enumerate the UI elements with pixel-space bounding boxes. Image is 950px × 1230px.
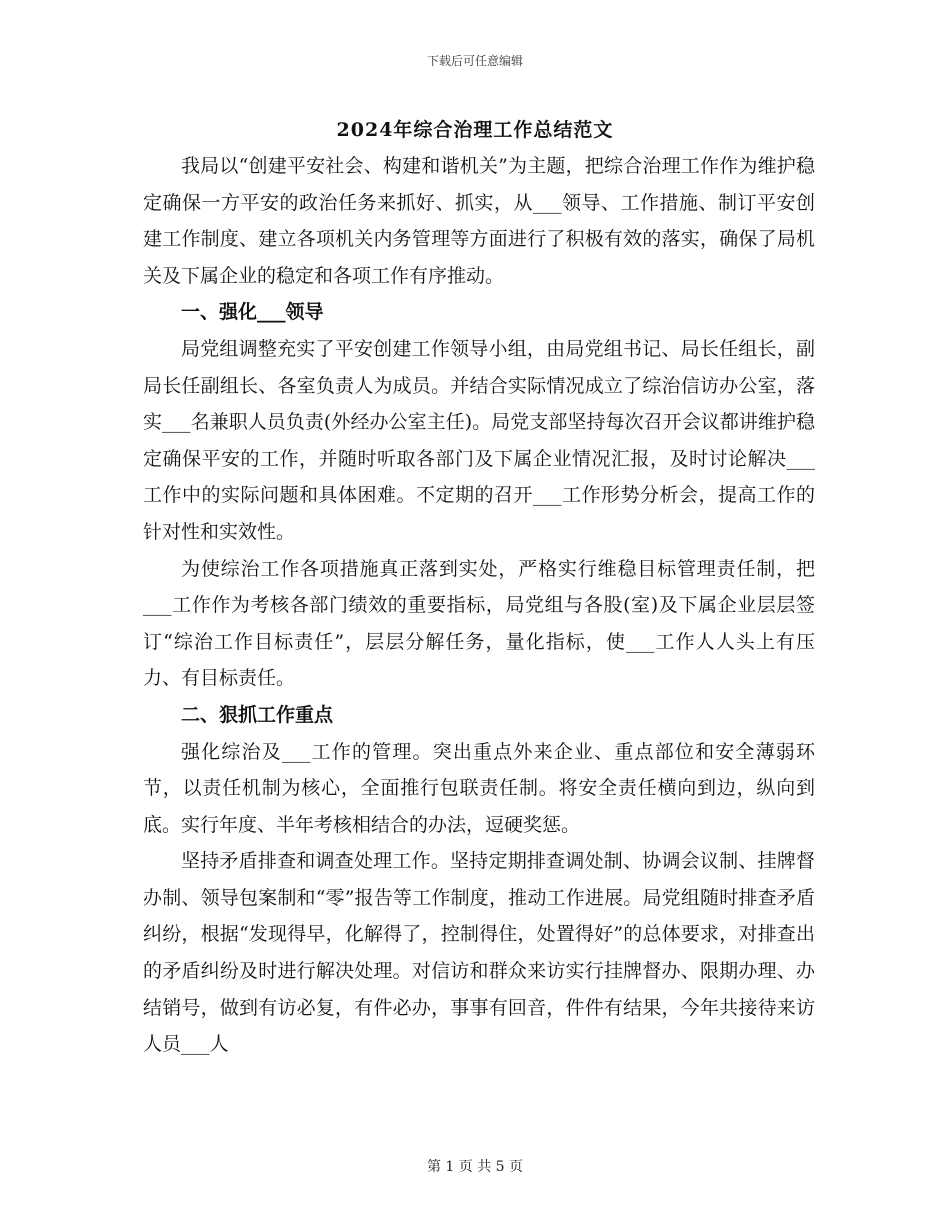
section-heading-1: 一、强化___领导 (181, 301, 324, 324)
section1-paragraph-1: 局党组调整充实了平安创建工作领导小组，由局党组书记、局长任组长，副局长任副组长、各室负责人为成员。并结合实际情况成立了综治信访办公室，落实___名兼职人员负责(外经办公室主任)。局党支部坚持每次召开会议都讲维护稳定确保平安的工作，并随时听取各部门及下属企业情况汇报，及时讨论解决___工作中的实际问题和具体困难。不定期的召开___工作形势分析会，提高工作的针对性和实效性。 (143, 337, 815, 543)
page-footer: 第 1 页 共 5 页 (426, 1159, 524, 1175)
intro-paragraph: 我局以“创建平安社会、构建和谐机关”为主题，把综合治理工作作为维护稳定确保一方平安的政治任务来抓好、抓实，从___领导、工作措施、制订平安创建工作制度、建立各项机关内务管理等方面进行了积极有效的落实，确保了局机关及下属企业的稳定和各项工作有序推动。 (143, 155, 815, 287)
section1-paragraph-2: 为使综治工作各项措施真正落到实处，严格实行维稳目标管理责任制，把___工作作为考核各部门绩效的重要指标，局党组与各股(室)及下属企业层层签订“综治工作目标责任”，层层分解任务，量化指标，使___工作人人头上有压力、有目标责任。 (143, 557, 815, 690)
document-body (143, 148, 815, 1063)
section2-paragraph-1: 强化综治及___工作的管理。突出重点外来企业、重点部位和安全薄弱环节，以责任机制为核心，全面推行包联责任制。将安全责任横向到边，纵向到底。实行年度、半年考核相结合的办法，逗硬奖惩。 (143, 740, 815, 836)
section-heading-2: 二、狠抓工作重点 (181, 703, 334, 726)
document-title: 2024年综合治理工作总结范文 (336, 119, 614, 141)
section2-paragraph-2: 坚持矛盾排查和调查处理工作。坚持定期排查调处制、协调会议制、挂牌督办制、领导包案制和“零”报告等工作制度，推动工作进展。局党组随时排查矛盾纠纷，根据“发现得早，化解得了，控制得住，处置得好”的总体要求，对排查出的矛盾纠纷及时进行解决处理。对信访和群众来访实行挂牌督办、限期办理、办结销号，做到有访必复，有件必办，事事有回音，件件有结果，今年共接待来访人员___人 (143, 850, 815, 1056)
page-header-note: 下载后可任意编辑 (426, 54, 523, 68)
